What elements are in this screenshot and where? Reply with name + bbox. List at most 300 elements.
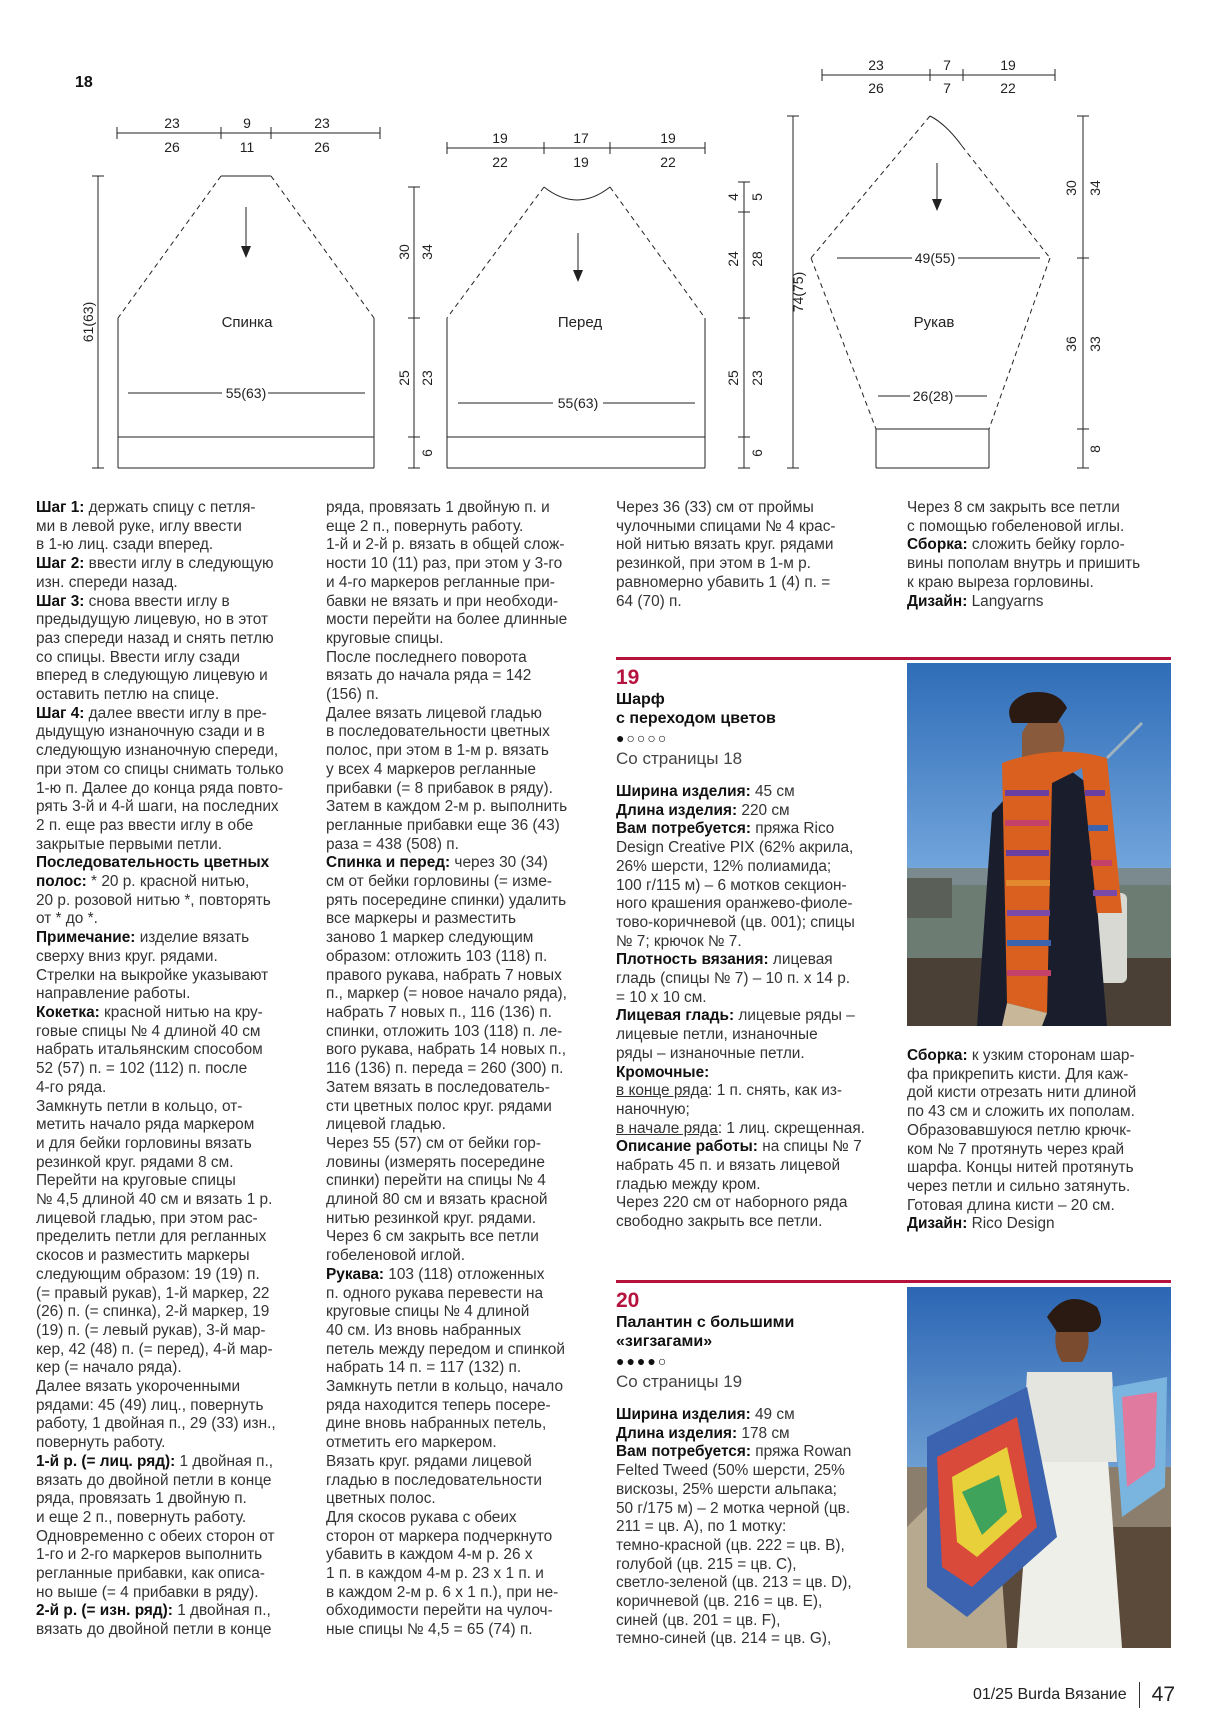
- text-line-body: гобеленовой иглой.: [326, 1247, 466, 1265]
- pattern-schematic: [0, 0, 1211, 470]
- text-line-body: лицевые петли, изнаночные: [616, 1026, 818, 1044]
- text-line: [36, 1023, 298, 1042]
- text-line-body: 220 см: [737, 801, 790, 819]
- text-line: [326, 1546, 588, 1565]
- text-line-body: № 4,5 длиной 40 см и вязать 1 р.: [36, 1191, 273, 1209]
- back-dim-right-top: 23: [314, 115, 330, 131]
- text-line: [326, 723, 588, 742]
- text-line-body: п., маркер (= новое начало ряда),: [326, 985, 567, 1003]
- section-19-body: [616, 783, 906, 1232]
- text-line-bold: Описание работы:: [616, 1138, 758, 1156]
- text-line: [326, 780, 588, 799]
- text-line: [36, 836, 298, 855]
- text-line-bold: Длина изделия:: [616, 1424, 738, 1442]
- text-line-body: и 4-го маркеров регланные при-: [326, 573, 555, 591]
- text-line: [36, 1528, 298, 1547]
- back-dim-right-bottom: 26: [314, 139, 330, 155]
- text-line-body: чулочными спицами № 4 крас-: [616, 517, 836, 535]
- text-line: [36, 1584, 298, 1603]
- text-line-body: с помощью гобеленовой иглы.: [907, 517, 1125, 535]
- text-line: [36, 910, 298, 929]
- text-line: [326, 1584, 588, 1603]
- text-line: [36, 1509, 298, 1528]
- text-line: [36, 1546, 298, 1565]
- text-line: [36, 518, 298, 537]
- section-20-from-page: Со страницы 19: [616, 1372, 743, 1391]
- text-line-body: синей (цв. 201 = цв. F),: [616, 1611, 781, 1629]
- back-dim-left-top: 23: [164, 115, 180, 131]
- text-line-body: кер, 42 (48) п. (= перед), 4-й мар-: [36, 1340, 273, 1358]
- back-width: 55(63): [225, 385, 267, 401]
- footer-page-number: 47: [1151, 1683, 1175, 1706]
- text-line-body: оставить петлю на спице.: [36, 686, 220, 704]
- sleeve-dim-mid-top: 7: [943, 57, 951, 73]
- text-line-body: сверху вниз круг. рядами.: [36, 947, 218, 965]
- text-line: [36, 817, 298, 836]
- text-line: [326, 1415, 588, 1434]
- text-line-body: светло-зеленой (цв. 213 = цв. D),: [616, 1574, 852, 1592]
- text-line-body: круговые спицы № 4 длиной: [326, 1303, 530, 1321]
- text-line-body: набрать итальянским способом: [36, 1041, 263, 1059]
- sleeve-right-dim-1a: 30: [1063, 180, 1079, 196]
- text-line-body: (26) п. (= спинка), 2-й маркер, 19: [36, 1303, 270, 1321]
- text-line-body: 1 п. в каждом 4-м р. 23 х 1 п. и: [326, 1565, 544, 1583]
- text-line-body: но выше (= 4 прибавки в ряду).: [36, 1583, 259, 1601]
- text-line: [326, 1266, 588, 1285]
- sleeve-dim-left-top: 23: [868, 57, 884, 73]
- back-height: 61(63): [80, 301, 96, 343]
- sleeve-dim-mid-bottom: 7: [943, 80, 951, 96]
- sleeve-label: Рукав: [913, 314, 955, 331]
- text-line-body: Через 36 (33) см от проймы: [616, 499, 814, 516]
- text-line: [907, 1215, 1169, 1234]
- text-line: [326, 1378, 588, 1397]
- front-right-dim-3b: 23: [749, 370, 765, 386]
- back-dim-mid-top: 9: [243, 115, 251, 131]
- text-line-body: изн. спереди назад.: [36, 573, 178, 591]
- text-line: [907, 1066, 1169, 1085]
- text-line-bold: Рукава:: [326, 1265, 385, 1283]
- text-line-body: рять посередине спинки) удалить: [326, 891, 567, 909]
- text-line: [36, 1359, 298, 1378]
- text-line: [36, 630, 298, 649]
- text-line-body: После последнего поворота: [326, 648, 527, 666]
- text-line-body: резинкой круг. рядами 8 см.: [36, 1153, 234, 1171]
- text-line-body: вины пополам внутрь и пришить: [907, 555, 1141, 573]
- front-right-dim-1a: 4: [725, 193, 741, 201]
- text-line-body: 100 г/115 м) – 6 мотков секцион-: [616, 876, 847, 894]
- text-line-body: спинки, отложить 103 (118) п. ле-: [326, 1022, 563, 1040]
- text-line-body: пряжа Rico: [750, 820, 835, 838]
- back-dim-mid-bottom: 11: [239, 139, 255, 155]
- front-dim-left-top: 19: [492, 130, 508, 146]
- text-line: [616, 914, 906, 933]
- front-right-dim-2a: 24: [725, 251, 741, 267]
- text-line: [326, 705, 588, 724]
- text-line-body: наночную;: [616, 1100, 690, 1118]
- text-line-body: полос, при этом в 1-м р. вязать: [326, 742, 549, 760]
- text-line: [36, 723, 298, 742]
- section-19-header: [616, 666, 878, 770]
- text-line-body: прибавки (= 8 прибавок в ряду).: [326, 779, 553, 797]
- text-line-body: гладью в последовательности: [326, 1471, 542, 1489]
- section-20-title-line-1: Палантин с большими: [616, 1314, 795, 1331]
- text-line: [326, 892, 588, 911]
- text-line-body: к узким сторонам шар-: [967, 1047, 1135, 1064]
- text-line: [326, 817, 588, 836]
- front-dim-mid-bottom: 19: [573, 154, 589, 170]
- text-line-bold: Дизайн:: [907, 592, 968, 610]
- text-line-bold: Шаг 4:: [36, 704, 85, 722]
- text-line-body: в 1-ю лиц. сзади вперед.: [36, 536, 214, 554]
- text-line-body: отметить его маркером.: [326, 1434, 497, 1452]
- text-line-body: рядами: 45 (49) лиц., повернуть: [36, 1396, 264, 1414]
- text-line: [36, 873, 298, 892]
- text-line: [326, 1228, 588, 1247]
- text-line-body: цветных полос.: [326, 1490, 436, 1508]
- text-line-body: еще 2 п., повернуть работу.: [326, 517, 524, 535]
- text-line-body: 1-ю п. Далее до конца ряда повто-: [36, 779, 284, 797]
- text-line-body: шарфа. Концы нитей протянуть: [907, 1159, 1134, 1177]
- sleeve-dim-right-top: 19: [1000, 57, 1016, 73]
- text-line-body: ного крашения оранжево-фиоле-: [616, 895, 853, 913]
- text-line-body: (156) п.: [326, 686, 379, 704]
- text-line: [907, 1141, 1169, 1160]
- footer-divider: [1139, 1682, 1140, 1708]
- text-line-body: Образовавшуюся петлю крючк-: [907, 1121, 1132, 1139]
- text-line-bold: Дизайн:: [907, 1215, 968, 1233]
- text-line-bold: Вам потребуется:: [616, 1443, 751, 1461]
- text-line: [326, 1565, 588, 1584]
- text-line: [616, 1518, 906, 1537]
- text-line: [326, 574, 588, 593]
- text-line-body: 1-го и 2-го маркеров выполнить: [36, 1546, 263, 1564]
- text-line-body: лицевой гладью.: [326, 1116, 446, 1134]
- text-line: [36, 1079, 298, 1098]
- text-line: [36, 1285, 298, 1304]
- text-line: [36, 1397, 298, 1416]
- front-left-dim-2b: 23: [419, 370, 435, 386]
- text-line-body: ности 10 (11) раз, при этом у 3-го: [326, 555, 563, 573]
- text-line: [326, 555, 588, 574]
- text-line: [907, 518, 1169, 537]
- text-line-body: 116 (136) п. переда = 260 (300) п.: [326, 1060, 564, 1078]
- text-line-body: пряжа Rowan: [750, 1443, 852, 1461]
- text-line: [907, 1178, 1169, 1197]
- text-line: [616, 970, 906, 989]
- text-line-body: ми в левой руке, иглу ввести: [36, 517, 242, 535]
- text-line-body: лицевые ряды –: [734, 1007, 855, 1025]
- text-line-body: закрытые первыми петли.: [36, 835, 223, 853]
- text-line: [616, 877, 906, 896]
- text-line: [36, 1116, 298, 1135]
- text-line: [36, 574, 298, 593]
- text-line: [326, 1434, 588, 1453]
- text-line-body: Стрелки на выкройке указывают: [36, 966, 269, 984]
- text-line-body: Далее вязать укороченными: [36, 1378, 241, 1396]
- text-line-body: в каждом 2-м р. 6 х 1 п.), при не-: [326, 1583, 559, 1601]
- text-line: [36, 985, 298, 1004]
- text-line-body: дой кисти отрезать нити длиной: [907, 1084, 1137, 1102]
- text-line-body: говые спицы № 4 длиной 40 см: [36, 1022, 261, 1040]
- text-line-body: со спицы. Ввести иглу сзади: [36, 648, 240, 666]
- text-line: [616, 1574, 906, 1593]
- text-line: [616, 951, 906, 970]
- text-line-body: темно-красной (цв. 222 = цв. B),: [616, 1536, 845, 1554]
- text-line-body: ловины (измерять посередине: [326, 1153, 545, 1171]
- text-line: [907, 1103, 1169, 1122]
- text-line-bold: Сборка:: [907, 1047, 968, 1064]
- text-line: [326, 1098, 588, 1117]
- text-line-bold: 1-й р. (= лиц. ряд):: [36, 1452, 176, 1470]
- text-line: [326, 761, 588, 780]
- text-line-body: 64 (70) п.: [616, 592, 682, 610]
- text-line: [326, 1303, 588, 1322]
- text-line: [326, 1285, 588, 1304]
- text-line: [907, 1122, 1169, 1141]
- text-line-body: ряды – изнаночные петли.: [616, 1044, 805, 1062]
- text-line: [36, 611, 298, 630]
- text-line-body: Rico Design: [967, 1215, 1055, 1233]
- text-line: [326, 910, 588, 929]
- text-line-bold: Ширина изделия:: [616, 783, 751, 800]
- text-line-body: 45 см: [750, 783, 795, 800]
- text-line: [36, 1191, 298, 1210]
- footer-issue: 01/25: [972, 1686, 1013, 1704]
- text-line-bold: Кокетка:: [36, 1003, 100, 1021]
- text-line: [616, 536, 878, 555]
- text-line-body: далее ввести иглу в пре-: [84, 704, 267, 722]
- text-line: [616, 1537, 906, 1556]
- text-line: [616, 1101, 906, 1120]
- text-line-body: изделие вязать: [135, 929, 250, 947]
- text-line: [326, 1154, 588, 1173]
- instructions-column-2: [326, 499, 588, 1640]
- text-line: [616, 574, 878, 593]
- text-line: [616, 989, 906, 1008]
- text-line-body: вискозы, 25% шерсти альпака;: [616, 1480, 837, 1498]
- text-line-body: Для скосов рукава с обеих: [326, 1508, 517, 1526]
- text-line-body: повернуть работу.: [36, 1434, 166, 1452]
- text-line: [616, 1500, 906, 1519]
- text-line: [326, 686, 588, 705]
- text-line: [36, 536, 298, 555]
- text-line-body: см от бейки горловины (= изме-: [326, 873, 553, 891]
- text-line: [326, 948, 588, 967]
- sleeve-right-dim-2b: 33: [1087, 336, 1103, 352]
- text-line: [616, 1157, 906, 1176]
- front-right-dim-3a: 25: [725, 370, 741, 386]
- text-line: [36, 686, 298, 705]
- text-line-body: следующим образом: 19 (19) п.: [36, 1265, 260, 1283]
- text-line-body: вязать до двойной петли в конце: [36, 1621, 272, 1639]
- section-20-rule: [616, 1280, 1171, 1283]
- text-line-bold: Кромочные:: [616, 1063, 710, 1081]
- text-line-body: ряда находится теперь посере-: [326, 1396, 551, 1414]
- text-line-body: дине вновь набранных петель,: [326, 1415, 547, 1433]
- text-line: [36, 1565, 298, 1584]
- text-line: [907, 574, 1169, 593]
- text-line: [616, 1045, 906, 1064]
- text-line: [616, 1176, 906, 1195]
- text-line-body: ные спицы № 4,5 = 65 (74) п.: [326, 1621, 533, 1639]
- text-line: [36, 593, 298, 612]
- text-line: [326, 1602, 588, 1621]
- sleeve-height: 74(75): [790, 271, 806, 313]
- text-line-body: сложить бейку горло-: [967, 536, 1125, 554]
- text-line-underlined: в конце ряда: [616, 1082, 709, 1100]
- text-line: [616, 1462, 906, 1481]
- front-right-dim-4b: 6: [749, 449, 765, 457]
- front-label: Перед: [557, 314, 603, 331]
- text-line-body: гладью между кром.: [616, 1175, 761, 1193]
- text-line-body: круговые спицы.: [326, 629, 444, 647]
- text-line: [907, 555, 1169, 574]
- text-line: [326, 967, 588, 986]
- section-20-difficulty: ●●●●○: [616, 1353, 669, 1369]
- section-19-difficulty: ●○○○○: [616, 730, 669, 746]
- text-line: [616, 1138, 906, 1157]
- text-line: [36, 555, 298, 574]
- text-line: [36, 1060, 298, 1079]
- front-width: 55(63): [557, 395, 599, 411]
- text-line-body: Далее вязать лицевой гладью: [326, 704, 542, 722]
- instructions-column-4-top: [907, 499, 1169, 611]
- text-line-body: : 1 п. снять, как из-: [708, 1082, 842, 1100]
- text-line-body: 49 см: [750, 1406, 795, 1423]
- text-line: [326, 1135, 588, 1154]
- text-line-body: голубой (цв. 215 = цв. C),: [616, 1555, 797, 1573]
- section-19-from-page: Со страницы 18: [616, 749, 743, 768]
- text-line: [326, 854, 588, 873]
- front-left-dim-1b: 34: [419, 244, 435, 260]
- text-line-body: петель между передом и спинкой: [326, 1340, 565, 1358]
- text-line: [616, 499, 878, 518]
- text-line: [36, 1341, 298, 1360]
- text-line-body: ввести иглу в следующую: [84, 555, 274, 573]
- text-line-body: 211 = цв. A), по 1 мотку:: [616, 1518, 787, 1536]
- text-line: [36, 967, 298, 986]
- text-line: [36, 761, 298, 780]
- text-line-body: регланные прибавки, как описа-: [36, 1565, 265, 1583]
- text-line: [326, 1023, 588, 1042]
- text-line-body: спинки) перейти на спицы № 4: [326, 1172, 546, 1190]
- text-line: [326, 1490, 588, 1509]
- text-line: [36, 798, 298, 817]
- text-line-body: Вязать круг. рядами лицевой: [326, 1452, 532, 1470]
- text-line: [326, 1359, 588, 1378]
- text-line-body: вязать до начала ряда = 142: [326, 667, 532, 685]
- text-line-body: держать спицу с петля-: [84, 499, 256, 516]
- text-line-body: Перейти на круговые спицы: [36, 1172, 236, 1190]
- text-line: [616, 1556, 906, 1575]
- text-line-body: сторон от маркера подчеркнуто: [326, 1527, 553, 1545]
- text-line: [616, 1007, 906, 1026]
- section-20-header: [616, 1289, 896, 1393]
- text-line: [326, 1528, 588, 1547]
- text-line-body: через петли и сильно затянуть.: [907, 1177, 1131, 1195]
- footer-magazine: Burda Вязание: [1017, 1686, 1127, 1704]
- text-line-body: Через 55 (57) см от бейки гор-: [326, 1134, 541, 1152]
- text-line: [616, 1213, 906, 1232]
- text-line-body: коричневой (цв. 216 = цв. E),: [616, 1593, 823, 1611]
- text-line: [326, 1509, 588, 1528]
- text-line-body: у всех 4 маркеров регланные: [326, 760, 536, 778]
- text-line: [907, 499, 1169, 518]
- text-line: [36, 1247, 298, 1266]
- text-line: [326, 1004, 588, 1023]
- text-line: [326, 1116, 588, 1135]
- text-line: [616, 1026, 906, 1045]
- text-line: [326, 536, 588, 555]
- text-line: [326, 1453, 588, 1472]
- text-line-body: на спицы № 7: [757, 1138, 862, 1156]
- text-line-body: к краю выреза горловины.: [907, 573, 1094, 591]
- text-line: [907, 1197, 1169, 1216]
- text-line-body: Замкнуть петли в кольцо, от-: [36, 1097, 243, 1115]
- text-line-bold: Ширина изделия:: [616, 1406, 751, 1423]
- text-line: [326, 649, 588, 668]
- text-line-body: Через 6 см закрыть все петли: [326, 1228, 539, 1246]
- back-label: Спинка: [221, 314, 273, 331]
- section-20-title-line-2: «зигзагами»: [616, 1333, 713, 1350]
- text-line-body: предыдущую лицевую, но в этот: [36, 611, 269, 629]
- text-line: [36, 854, 298, 873]
- text-line: [326, 611, 588, 630]
- text-line-body: 1 двойная п.,: [172, 1602, 271, 1620]
- text-line-body: лицевой гладью, при этом рас-: [36, 1209, 258, 1227]
- text-line: [616, 1082, 906, 1101]
- text-line: [907, 536, 1169, 555]
- front-dim-left-bottom: 22: [492, 154, 508, 170]
- text-line-body: Замкнуть петли в кольцо, начало: [326, 1378, 563, 1396]
- section-19-number: 19: [616, 666, 640, 689]
- text-line: [326, 593, 588, 612]
- text-line: [36, 1434, 298, 1453]
- text-line: [36, 1490, 298, 1509]
- text-line-body: лицевая: [768, 951, 833, 969]
- text-line-body: 4-го ряда.: [36, 1078, 107, 1096]
- text-line: [616, 933, 906, 952]
- text-line-body: : 1 лиц. скрещенная.: [717, 1119, 865, 1137]
- text-line: [36, 1621, 298, 1640]
- front-dim-mid-top: 17: [573, 130, 589, 146]
- text-line: [907, 593, 1169, 612]
- text-line: [36, 705, 298, 724]
- text-line-body: Design Creative PIX (62% акрила,: [616, 839, 854, 857]
- text-line: [616, 1064, 906, 1083]
- text-line-body: гладь (спицы № 7) – 10 п. х 14 р.: [616, 970, 851, 988]
- text-line-body: дыдущую изнаночную сзади и в: [36, 723, 265, 741]
- page-footer: [920, 1682, 1175, 1708]
- text-line: [36, 1415, 298, 1434]
- text-line-bold: Длина изделия:: [616, 801, 738, 819]
- text-line: [36, 1303, 298, 1322]
- text-line: [616, 802, 906, 821]
- text-line-bold: Последовательность цветных: [36, 854, 270, 872]
- section-20-body: [616, 1406, 906, 1649]
- scarf-photo: [907, 663, 1171, 1026]
- text-line-underlined: в начале ряда: [616, 1119, 718, 1137]
- text-line-bold: Плотность вязания:: [616, 951, 769, 969]
- text-line: [616, 1194, 906, 1213]
- text-line-body: Одновременно с обеих сторон от: [36, 1527, 275, 1545]
- text-line: [326, 1041, 588, 1060]
- text-line-body: ряда, провязать 1 двойную п.: [36, 1490, 247, 1508]
- text-line-body: сти цветных полос круг. рядами: [326, 1097, 552, 1115]
- text-line: [326, 836, 588, 855]
- text-line: [326, 1079, 588, 1098]
